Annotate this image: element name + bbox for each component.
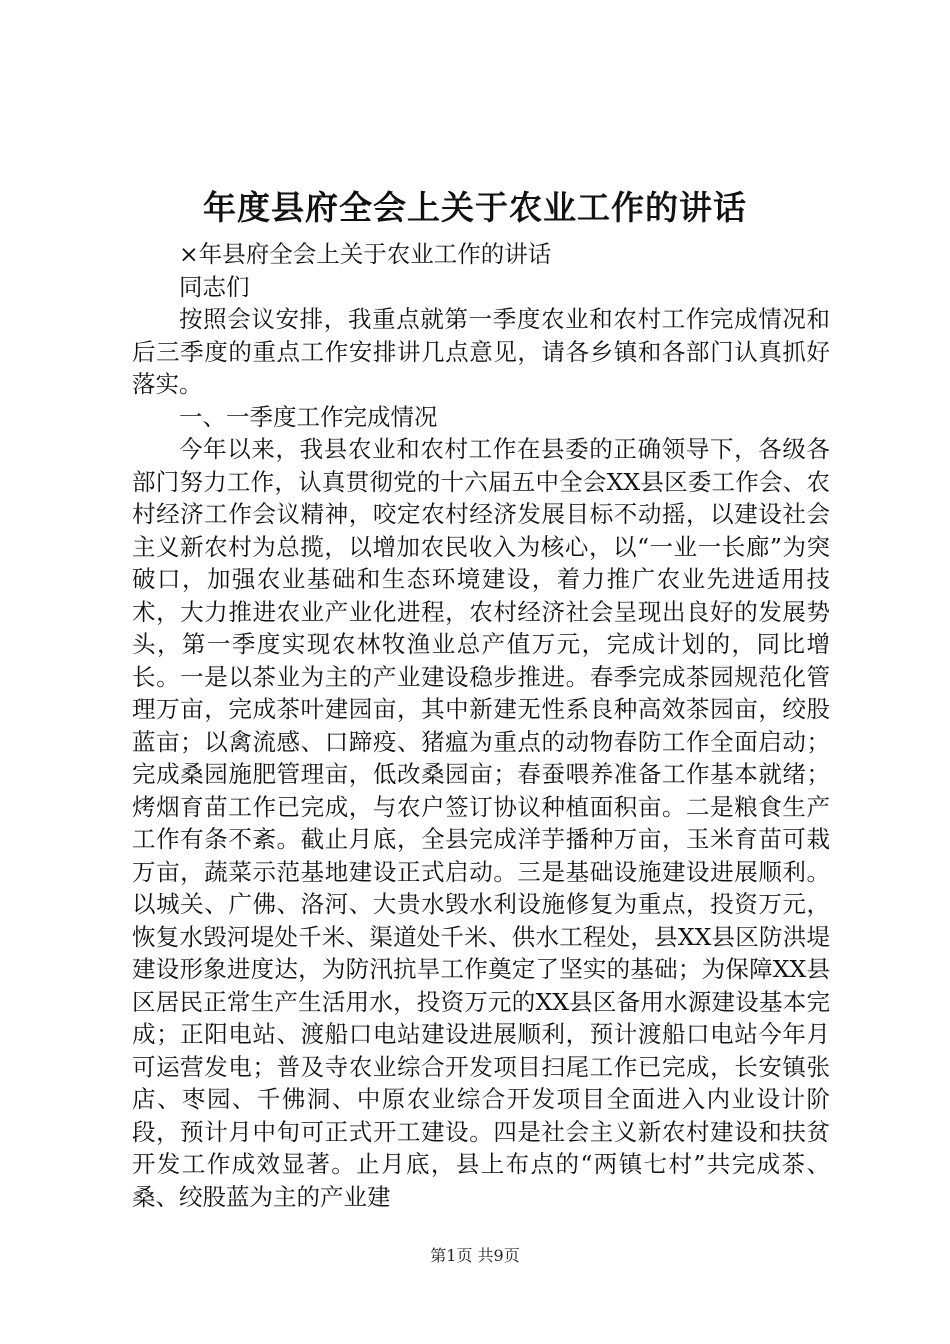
document-subtitle: ×年县府全会上关于农业工作的讲话 <box>179 240 552 268</box>
page-number: 第1页 共9页 <box>430 1246 520 1265</box>
greeting: 同志们 <box>179 272 250 301</box>
section-heading: 一、一季度工作完成情况 <box>179 402 438 431</box>
paragraph-main: 今年以来，我县农业和农村工作在县委的正确领导下，各级各部门努力工作，认真贯彻党的十六届五中全会XX县区委工作会、农村经济工作会议精神，咬定农村经济发展目标不动摇，以建设社会主义新农村为总揽，以增加农民收入为核心，以“一业一长廊”为突破口，加强农业基础和生态环境建设，着力推广农业先进适用技术，大力推进农业产业化进程，农村经济社会呈现出良好的发展势头，第一季度实现农林牧渔业总产值万元，完成计划的，同比增长。一是以茶业为主的产业建设稳步推进。春季完成茶园规范化管理万亩，完成茶叶建园亩，其中新建无性系良种高效茶园亩，绞股蓝亩；以禽流感、口蹄疫、猪瘟为重点的动物春防工作全面启动；完成桑园施肥管理亩，低改桑园亩；春蚕喂养准备工作基本就绪；烤烟育苗工作已完成，与农户签订协议种植面积亩。二是粮食生产工作有条不紊。截止月底，全县完成洋芋播种万亩，玉米育苗可栽万亩，蔬菜示范基地建设正式启动。三是基础设施建设进展顺利。以城关、广佛、洛河、大贵水毁水利设施修复为重点，投资万元，恢复水毁河堤处千米、渠道处千米、供水工程处，县XX县区防洪堤建设形象进度达，为防汛抗旱工作奠定了坚实的基础；为保障XX县区居民正常生产生活用水，投资万元的XX县区备用水源建设基本完成；正阳电站、渡船口电站建设进展顺利，预计渡船口电站今年月可运营发电；普及寺农业综合开发项目扫尾工作已完成，长安镇张店、枣园、千佛洞、中原农业综合开发项目全面进入内业设计阶段，预计月中旬可正式开工建设。四是社会主义新农村建设和扶贫开发工作成效显著。止月底，县上布点的“两镇七村”共完成茶、桑、绞股蓝为主的产业建 <box>132 435 830 1211</box>
document-body <box>132 238 830 1213</box>
paragraph-intro: 按照会议安排，我重点就第一季度农业和农村工作完成情况和后三季度的重点工作安排讲几点意见，请各乡镇和各部门认真抓好落实。 <box>132 305 830 398</box>
document-title: 年度县府全会上关于农业工作的讲话 <box>203 188 747 227</box>
